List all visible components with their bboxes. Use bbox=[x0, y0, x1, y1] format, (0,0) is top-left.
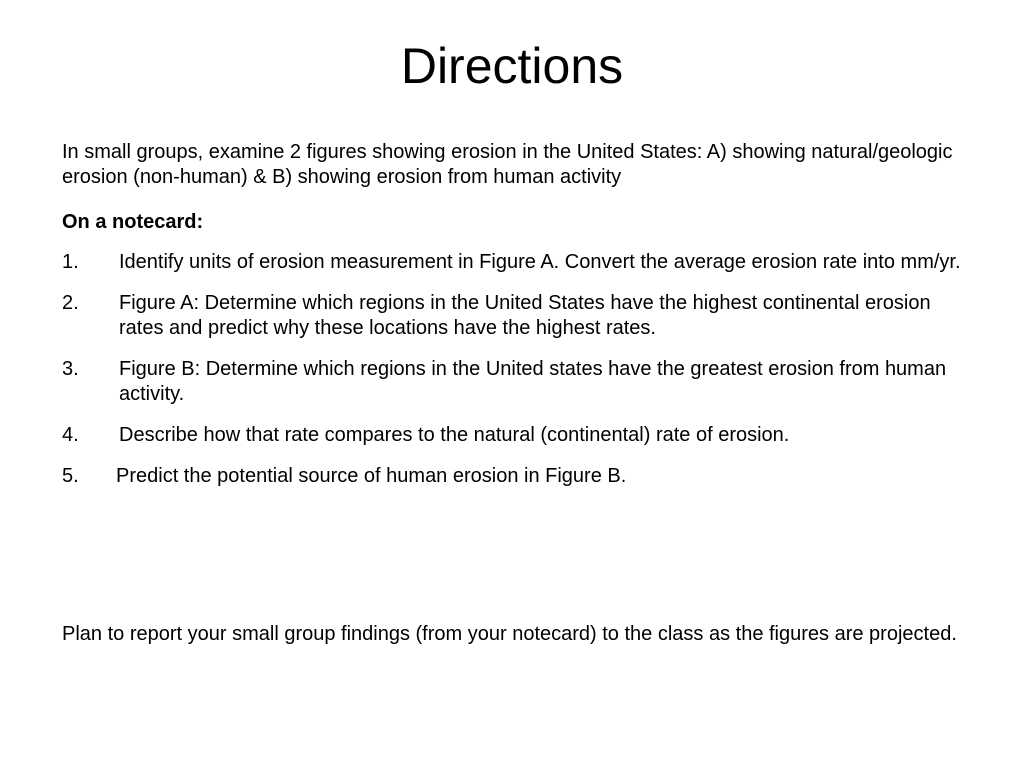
step-item bbox=[62, 357, 972, 407]
step-text: Figure B: Determine which regions in the United states have the greatest erosion from human activity. bbox=[119, 358, 947, 405]
step-item bbox=[62, 464, 972, 489]
step-text: Figure A: Determine which regions in the United States have the highest continental erosion rates and predict why these locations have the highest rates. bbox=[119, 292, 931, 339]
slide-title: Directions bbox=[400, 38, 624, 94]
slide-body bbox=[62, 140, 972, 505]
intro-paragraph: In small groups, examine 2 figures showing erosion in the United States: A) showing natural/geologic erosion (non-human) & B) showing erosion from human activity bbox=[62, 141, 953, 188]
step-number: 1. bbox=[62, 251, 79, 273]
step-number: 2. bbox=[62, 292, 79, 314]
step-number: 5. bbox=[62, 465, 79, 487]
closing-paragraph: Plan to report your small group findings (from your notecard) to the class as the figures are projected. bbox=[62, 623, 957, 645]
step-number: 3. bbox=[62, 358, 79, 380]
step-item bbox=[62, 291, 972, 341]
step-item bbox=[62, 250, 972, 275]
step-text: Describe how that rate compares to the natural (continental) rate of erosion. bbox=[119, 424, 790, 446]
notecard-heading: On a notecard: bbox=[62, 211, 204, 233]
step-text: Predict the potential source of human erosion in Figure B. bbox=[116, 465, 627, 487]
step-list bbox=[62, 250, 972, 489]
step-item bbox=[62, 423, 972, 448]
step-text: Identify units of erosion measurement in Figure A. Convert the average erosion rate into mm/yr. bbox=[119, 251, 961, 273]
step-number: 4. bbox=[62, 424, 79, 446]
